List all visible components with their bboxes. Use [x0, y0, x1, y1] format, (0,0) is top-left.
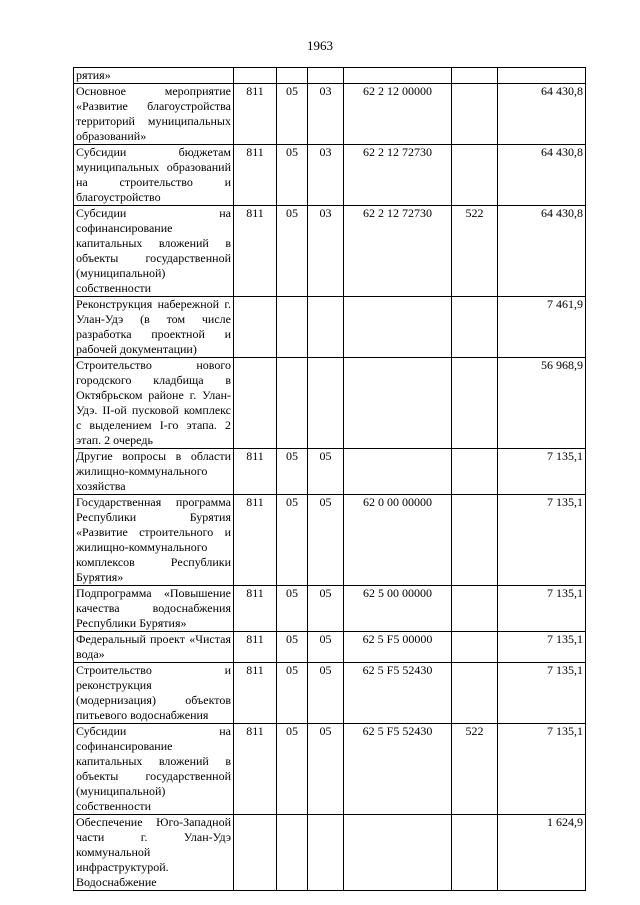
expense-type-cell [452, 358, 498, 449]
section-code-cell: 05 [277, 632, 308, 663]
row-name-cell: Обеспечение Юго-Западной части г. Улан-Удэ коммунальной инфраструктурой. Водоснабжение [74, 815, 234, 891]
expense-type-cell [452, 663, 498, 724]
amount-cell: 64 430,8 [498, 145, 586, 206]
subsection-code-cell: 05 [308, 586, 344, 632]
row-name-cell: Другие вопросы в области жилищно-коммунального хозяйства [74, 449, 234, 495]
subsection-code-cell: 05 [308, 495, 344, 586]
section-code-cell: 05 [277, 586, 308, 632]
subsection-code-cell: 03 [308, 84, 344, 145]
ved-code-cell: 811 [234, 449, 277, 495]
amount-cell: 7 135,1 [498, 586, 586, 632]
ved-code-cell [234, 68, 277, 84]
target-article-cell [344, 68, 452, 84]
section-code-cell: 05 [277, 206, 308, 297]
expense-type-cell [452, 586, 498, 632]
amount-cell: 1 624,9 [498, 815, 586, 891]
subsection-code-cell: 05 [308, 632, 344, 663]
target-article-cell: 62 5 F5 52430 [344, 663, 452, 724]
budget-table [73, 67, 586, 891]
row-name-cell: Реконструкция набережной г. Улан-Удэ (в том числе разработка проектной и рабочей документации) [74, 297, 234, 358]
row-name-cell: Государственная программа Республики Бурятия «Развитие строительного и жилищно-коммунального комплексов Республики Бурятия» [74, 495, 234, 586]
row-name-cell: Субсидии бюджетам муниципальных образований на строительство и благоустройство [74, 145, 234, 206]
section-code-cell: 05 [277, 145, 308, 206]
target-article-cell [344, 358, 452, 449]
table-row [74, 68, 586, 84]
row-name-cell: Подпрограмма «Повышение качества водоснабжения Республики Бурятия» [74, 586, 234, 632]
ved-code-cell: 811 [234, 84, 277, 145]
target-article-cell: 62 5 00 00000 [344, 586, 452, 632]
table-row [74, 145, 586, 206]
subsection-code-cell [308, 297, 344, 358]
table-row [74, 663, 586, 724]
expense-type-cell [452, 84, 498, 145]
subsection-code-cell: 03 [308, 206, 344, 297]
expense-type-cell [452, 297, 498, 358]
ved-code-cell: 811 [234, 586, 277, 632]
amount-cell: 56 968,9 [498, 358, 586, 449]
ved-code-cell [234, 358, 277, 449]
table-row [74, 206, 586, 297]
ved-code-cell: 811 [234, 145, 277, 206]
expense-type-cell: 522 [452, 206, 498, 297]
ved-code-cell [234, 815, 277, 891]
table-row [74, 632, 586, 663]
row-name-cell: Строительство и реконструкция (модернизация) объектов питьевого водоснабжения [74, 663, 234, 724]
section-code-cell: 05 [277, 449, 308, 495]
section-code-cell [277, 297, 308, 358]
expense-type-cell [452, 495, 498, 586]
expense-type-cell [452, 815, 498, 891]
target-article-cell: 62 0 00 00000 [344, 495, 452, 586]
expense-type-cell [452, 632, 498, 663]
section-code-cell [277, 815, 308, 891]
section-code-cell: 05 [277, 663, 308, 724]
table-row [74, 495, 586, 586]
amount-cell: 7 135,1 [498, 724, 586, 815]
section-code-cell: 05 [277, 495, 308, 586]
amount-cell: 7 135,1 [498, 449, 586, 495]
section-code-cell [277, 358, 308, 449]
target-article-cell: 62 2 12 72730 [344, 145, 452, 206]
target-article-cell: 62 2 12 72730 [344, 206, 452, 297]
ved-code-cell: 811 [234, 206, 277, 297]
section-code-cell [277, 68, 308, 84]
section-code-cell: 05 [277, 84, 308, 145]
budget-table-body [74, 68, 586, 891]
target-article-cell [344, 815, 452, 891]
amount-cell: 64 430,8 [498, 84, 586, 145]
ved-code-cell: 811 [234, 495, 277, 586]
target-article-cell: 62 2 12 00000 [344, 84, 452, 145]
expense-type-cell [452, 449, 498, 495]
expense-type-cell [452, 145, 498, 206]
subsection-code-cell [308, 68, 344, 84]
row-name-cell: рятия» [74, 68, 234, 84]
ved-code-cell: 811 [234, 724, 277, 815]
row-name-cell: Субсидии на софинансирование капитальных вложений в объекты государственной (муниципальной) собственности [74, 206, 234, 297]
target-article-cell: 62 5 F5 00000 [344, 632, 452, 663]
target-article-cell: 62 5 F5 52430 [344, 724, 452, 815]
section-code-cell: 05 [277, 724, 308, 815]
amount-cell: 7 461,9 [498, 297, 586, 358]
amount-cell [498, 68, 586, 84]
table-row [74, 449, 586, 495]
subsection-code-cell: 05 [308, 449, 344, 495]
target-article-cell [344, 449, 452, 495]
amount-cell: 7 135,1 [498, 495, 586, 586]
table-row [74, 724, 586, 815]
ved-code-cell [234, 297, 277, 358]
table-row [74, 84, 586, 145]
subsection-code-cell: 05 [308, 663, 344, 724]
expense-type-cell [452, 68, 498, 84]
row-name-cell: Строительство нового городского кладбища в Октябрьском районе г. Улан-Удэ. II-ой пусковой комплекс с выделением I-го этапа. 2 этап. 2 очередь [74, 358, 234, 449]
row-name-cell: Федеральный проект «Чистая вода» [74, 632, 234, 663]
amount-cell: 7 135,1 [498, 632, 586, 663]
ved-code-cell: 811 [234, 663, 277, 724]
ved-code-cell: 811 [234, 632, 277, 663]
page-number: 1963 [307, 38, 333, 53]
table-row [74, 297, 586, 358]
row-name-cell: Основное мероприятие «Развитие благоустройства территорий муниципальных образований» [74, 84, 234, 145]
amount-cell: 7 135,1 [498, 663, 586, 724]
expense-type-cell: 522 [452, 724, 498, 815]
table-row [74, 358, 586, 449]
target-article-cell [344, 297, 452, 358]
subsection-code-cell [308, 815, 344, 891]
subsection-code-cell: 03 [308, 145, 344, 206]
subsection-code-cell: 05 [308, 724, 344, 815]
subsection-code-cell [308, 358, 344, 449]
row-name-cell: Субсидии на софинансирование капитальных вложений в объекты государственной (муниципальной) собственности [74, 724, 234, 815]
amount-cell: 64 430,8 [498, 206, 586, 297]
table-row [74, 815, 586, 891]
table-row [74, 586, 586, 632]
